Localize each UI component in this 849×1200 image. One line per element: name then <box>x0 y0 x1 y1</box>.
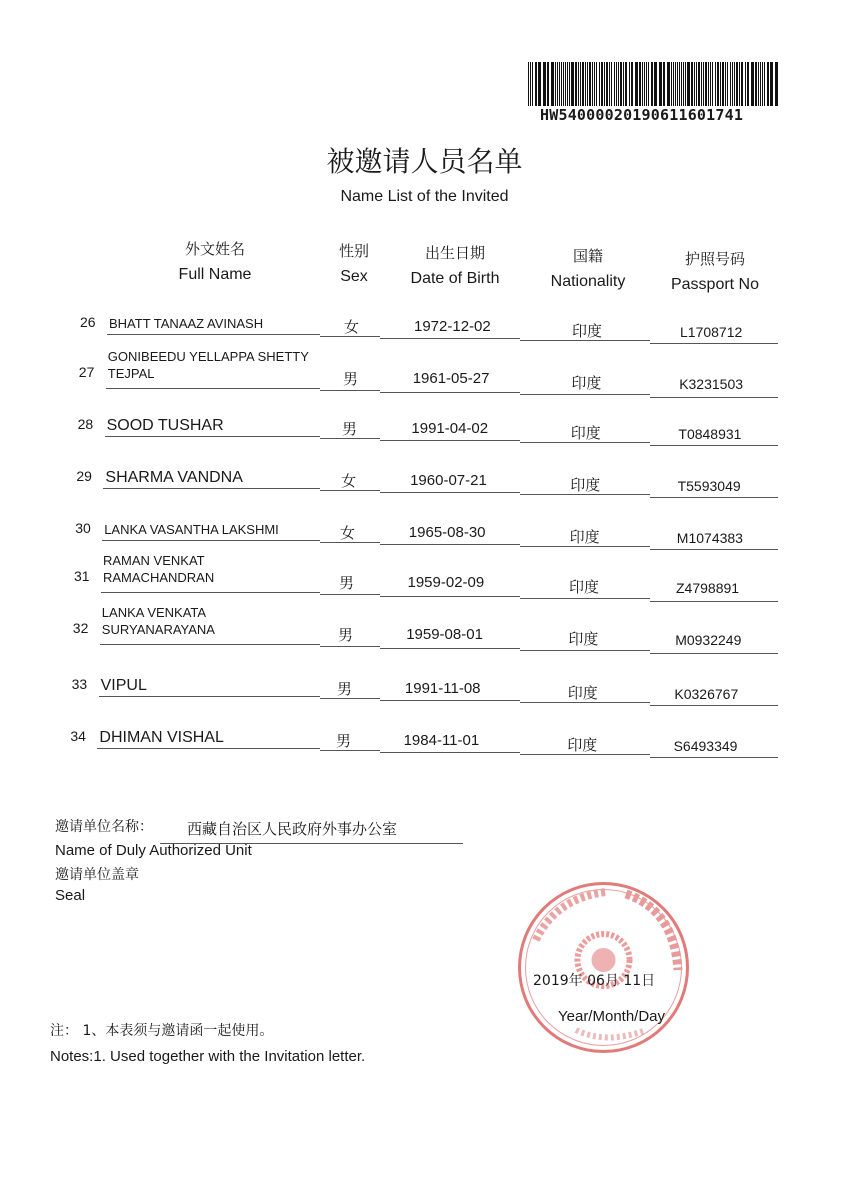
barcode-bar <box>528 62 529 106</box>
row-name-line-1: BHATT TANAAZ AVINASH <box>109 316 264 331</box>
barcode-bar <box>599 62 600 106</box>
barcode-bar <box>691 62 693 106</box>
barcode-bar <box>616 62 617 106</box>
barcode-bar <box>535 62 537 106</box>
row-name-line-1: GONIBEEDU YELLAPPA SHETTY <box>107 349 309 364</box>
row-date-of-birth: 1972-12-02 <box>414 318 491 335</box>
barcode-bar <box>717 62 719 106</box>
row-underline <box>380 700 520 701</box>
barcode-bar <box>673 62 674 106</box>
barcode-bar <box>563 62 564 106</box>
barcode-bar <box>594 62 595 106</box>
unit-label-en: Name of Duly Authorized Unit <box>55 842 252 859</box>
barcode-bar <box>538 62 541 106</box>
barcode-bar <box>741 62 743 106</box>
barcode-bar <box>567 62 568 106</box>
issue-date: 2019年 06月 11日 <box>533 973 656 989</box>
barcode-bar <box>696 62 697 106</box>
barcode-bar <box>747 62 749 106</box>
row-underline <box>650 497 778 498</box>
row-underline <box>520 702 650 703</box>
barcode-bar <box>727 62 728 106</box>
row-underline <box>520 546 650 547</box>
row-nationality: 印度 <box>569 578 600 596</box>
row-underline <box>106 388 320 389</box>
barcode-bar <box>732 62 733 106</box>
row-passport-no: M1074383 <box>676 530 743 546</box>
barcode <box>526 62 778 106</box>
barcode-bar <box>687 62 690 106</box>
row-underline <box>320 698 380 699</box>
barcode-bar <box>663 62 665 106</box>
row-full-name <box>108 348 309 382</box>
row-full-name <box>99 729 223 746</box>
issue-date-caption: Year/Month/Day <box>558 1008 666 1025</box>
barcode-bar <box>685 62 686 106</box>
row-name-line-1: LANKA VASANTHA LAKSHMI <box>104 522 279 537</box>
barcode-bar <box>710 62 711 106</box>
row-sex: 男 <box>339 574 355 592</box>
header-dob <box>395 240 515 292</box>
barcode-bar <box>587 62 588 106</box>
barcode-bar <box>644 62 645 106</box>
barcode-bar <box>659 62 662 106</box>
barcode-bar <box>701 62 702 106</box>
barcode-bar <box>555 62 556 106</box>
row-underline <box>520 340 650 341</box>
barcode-bar <box>620 62 622 106</box>
barcode-bar <box>601 62 603 106</box>
barcode-bar <box>703 62 704 106</box>
barcode-bar <box>775 62 778 106</box>
barcode-bar <box>646 62 647 106</box>
barcode-bar <box>722 62 724 106</box>
barcode-bar <box>614 62 615 106</box>
row-underline <box>520 394 650 395</box>
barcode-bar <box>582 62 584 106</box>
row-underline <box>320 390 380 391</box>
row-underline <box>320 438 380 439</box>
row-passport-no: K0326767 <box>674 686 739 702</box>
row-date-of-birth: 1984-11-01 <box>403 732 480 749</box>
row-full-name <box>102 604 215 638</box>
barcode-bar <box>543 62 546 106</box>
row-name-line-1: RAMAN VENKAT <box>103 553 205 568</box>
barcode-bar <box>736 62 738 106</box>
row-date-of-birth: 1959-02-09 <box>407 574 485 591</box>
barcode-bar <box>712 62 713 106</box>
page-title: 被邀请人员名单 <box>326 145 523 178</box>
header-passport-zh: 护照号码 <box>684 250 745 268</box>
barcode-bar <box>575 62 577 106</box>
barcode-bar <box>720 62 721 106</box>
row-underline <box>380 440 520 441</box>
row-nationality: 印度 <box>567 684 598 702</box>
page-subtitle: Name List of the Invited <box>340 188 509 205</box>
barcode-bar <box>557 62 558 106</box>
row-underline <box>380 492 520 493</box>
row-date-of-birth: 1991-11-08 <box>404 680 481 697</box>
header-sex-en: Sex <box>340 268 368 285</box>
barcode-bar <box>760 62 761 106</box>
barcode-bar <box>623 62 624 106</box>
seal-label-en: Seal <box>55 887 86 904</box>
barcode-bar <box>694 62 695 106</box>
barcode-bar <box>767 62 769 106</box>
row-number: 26 <box>80 314 96 330</box>
row-underline <box>380 648 520 649</box>
row-underline <box>320 594 380 595</box>
barcode-bar <box>681 62 682 106</box>
row-name-line-1: SOOD TUSHAR <box>106 417 224 434</box>
row-sex: 女 <box>340 524 356 542</box>
row-number: 31 <box>74 568 90 584</box>
row-underline <box>650 397 778 398</box>
barcode-bar <box>648 62 649 106</box>
row-underline <box>103 488 320 489</box>
header-full-name <box>150 236 280 288</box>
barcode-bar <box>705 62 707 106</box>
row-sex: 男 <box>343 370 359 388</box>
header-passport <box>660 246 770 298</box>
row-underline <box>320 750 380 751</box>
row-sex: 女 <box>344 318 360 336</box>
row-passport-no: S6493349 <box>673 738 738 754</box>
barcode-bar <box>611 62 612 106</box>
barcode-bar <box>675 62 676 106</box>
header-dob-zh: 出生日期 <box>424 244 485 262</box>
barcode-bar <box>571 62 574 106</box>
row-underline <box>650 757 778 758</box>
row-passport-no: T5593049 <box>677 478 741 494</box>
row-underline <box>380 752 520 753</box>
row-underline <box>97 748 320 749</box>
barcode-number: HW54000020190611601741 <box>540 106 744 124</box>
barcode-bar <box>671 62 672 106</box>
row-underline <box>320 336 380 337</box>
barcode-bar <box>654 62 657 106</box>
header-sex-zh: 性别 <box>338 242 369 260</box>
barcode-bar <box>764 62 765 106</box>
barcode-bar <box>532 62 533 106</box>
barcode-bar <box>606 62 608 106</box>
row-full-name <box>107 417 224 434</box>
row-passport-no: K3231503 <box>679 376 744 392</box>
row-full-name <box>101 677 147 694</box>
row-passport-no: T0848931 <box>678 426 742 442</box>
row-underline <box>380 544 520 545</box>
row-sex: 女 <box>341 472 357 490</box>
row-underline <box>107 334 320 335</box>
header-sex <box>324 238 384 290</box>
barcode-bar <box>604 62 605 106</box>
row-nationality: 印度 <box>569 528 600 546</box>
barcode-bar <box>569 62 570 106</box>
note-zh: 注： 1、本表须与邀请函一起使用。 <box>50 1023 274 1039</box>
row-full-name <box>104 521 279 538</box>
barcode-bar <box>580 62 581 106</box>
barcode-bar <box>551 62 554 106</box>
row-underline <box>320 542 380 543</box>
barcode-bar <box>751 62 754 106</box>
row-date-of-birth: 1961-05-27 <box>412 370 490 387</box>
header-dob-en: Date of Birth <box>410 270 500 287</box>
row-number: 32 <box>72 620 89 636</box>
barcode-bar <box>677 62 678 106</box>
unit-value-zh: 西藏自治区人民政府外事办公室 <box>187 820 398 838</box>
barcode-bar <box>631 62 633 106</box>
row-nationality: 印度 <box>570 424 601 442</box>
barcode-bar <box>547 62 549 106</box>
row-full-name <box>109 315 263 332</box>
row-underline <box>650 549 778 550</box>
header-full-name-zh: 外文姓名 <box>184 240 245 258</box>
row-full-name <box>105 469 243 486</box>
official-seal <box>516 880 691 1055</box>
barcode-bar <box>625 62 627 106</box>
barcode-bar <box>530 62 531 106</box>
row-date-of-birth: 1965-08-30 <box>408 524 486 541</box>
row-sex: 男 <box>336 732 352 750</box>
row-name-line-2: TEJPAL <box>107 366 155 381</box>
barcode-bar <box>770 62 773 106</box>
row-passport-no: Z4798891 <box>676 580 740 596</box>
row-full-name <box>103 552 214 586</box>
barcode-bar <box>730 62 731 106</box>
barcode-bar <box>565 62 566 106</box>
barcode-bar <box>762 62 763 106</box>
row-name-line-1: DHIMAN VISHAL <box>99 729 224 746</box>
row-underline <box>650 653 778 654</box>
header-full-name-en: Full Name <box>178 266 252 283</box>
row-passport-no: M0932249 <box>675 632 742 648</box>
row-number: 30 <box>75 520 91 536</box>
barcode-bar <box>592 62 593 106</box>
barcode-bar <box>589 62 591 106</box>
barcode-bar <box>642 62 643 106</box>
row-underline <box>520 494 650 495</box>
row-nationality: 印度 <box>571 374 602 392</box>
barcode-bar <box>667 62 670 106</box>
row-underline <box>520 442 650 443</box>
row-underline <box>105 436 320 437</box>
barcode-bar <box>715 62 716 106</box>
barcode-bar <box>618 62 619 106</box>
barcode-bar <box>635 62 638 106</box>
barcode-bar <box>725 62 726 106</box>
row-underline <box>650 601 778 602</box>
row-number: 34 <box>70 728 86 744</box>
note-en: Notes:1. Used together with the Invitation letter. <box>50 1048 366 1065</box>
barcode-bar <box>679 62 680 106</box>
row-nationality: 印度 <box>572 322 603 340</box>
row-underline <box>520 598 650 599</box>
barcode-bar <box>561 62 562 106</box>
barcode-bar <box>758 62 759 106</box>
barcode-bar <box>745 62 746 106</box>
row-name-line-1: SHARMA VANDNA <box>105 469 243 486</box>
header-nationality-zh: 国籍 <box>572 247 603 265</box>
row-date-of-birth: 1991-04-02 <box>411 420 489 437</box>
row-date-of-birth: 1960-07-21 <box>410 472 487 489</box>
row-number: 27 <box>78 364 95 380</box>
barcode-bar <box>683 62 684 106</box>
barcode-bar <box>651 62 653 106</box>
row-underline <box>101 592 320 593</box>
row-underline <box>100 644 320 645</box>
barcode-bar <box>609 62 610 106</box>
row-sex: 男 <box>342 420 358 438</box>
row-sex: 男 <box>338 626 354 644</box>
barcode-bar <box>755 62 757 106</box>
row-underline <box>520 650 650 651</box>
barcode-bar <box>578 62 579 106</box>
barcode-bar <box>629 62 630 106</box>
row-underline <box>99 696 320 697</box>
barcode-bar <box>596 62 597 106</box>
row-sex: 男 <box>337 680 353 698</box>
header-nationality <box>538 243 638 295</box>
row-underline <box>650 705 778 706</box>
row-number: 29 <box>76 468 92 484</box>
row-underline <box>380 392 520 393</box>
row-name-line-1: LANKA VENKATA <box>101 605 207 620</box>
row-underline <box>650 343 778 344</box>
seal-label-zh: 邀请单位盖章 <box>55 867 139 883</box>
row-nationality: 印度 <box>568 630 599 648</box>
barcode-bar <box>559 62 560 106</box>
unit-label-zh: 邀请单位名称： <box>55 819 153 835</box>
row-underline <box>520 754 650 755</box>
barcode-bar <box>639 62 641 106</box>
row-name-line-2: SURYANARAYANA <box>101 622 215 637</box>
row-number: 28 <box>77 416 94 432</box>
row-underline <box>650 445 778 446</box>
barcode-bar <box>698 62 700 106</box>
row-name-line-1: VIPUL <box>100 677 147 694</box>
barcode-bar <box>708 62 709 106</box>
row-underline <box>320 490 380 491</box>
header-passport-en: Passport No <box>670 276 760 293</box>
barcode-bar <box>739 62 740 106</box>
row-nationality: 印度 <box>570 476 601 494</box>
barcode-bar <box>734 62 735 106</box>
row-number: 33 <box>71 676 88 692</box>
row-underline <box>320 646 380 647</box>
row-underline <box>102 540 320 541</box>
row-underline <box>380 596 520 597</box>
row-date-of-birth: 1959-08-01 <box>406 626 483 643</box>
header-nationality-en: Nationality <box>550 273 626 290</box>
barcode-bar <box>585 62 586 106</box>
row-underline <box>380 338 520 339</box>
row-nationality: 印度 <box>567 736 598 754</box>
row-name-line-2: RAMACHANDRAN <box>103 570 215 585</box>
row-passport-no: L1708712 <box>680 324 743 340</box>
